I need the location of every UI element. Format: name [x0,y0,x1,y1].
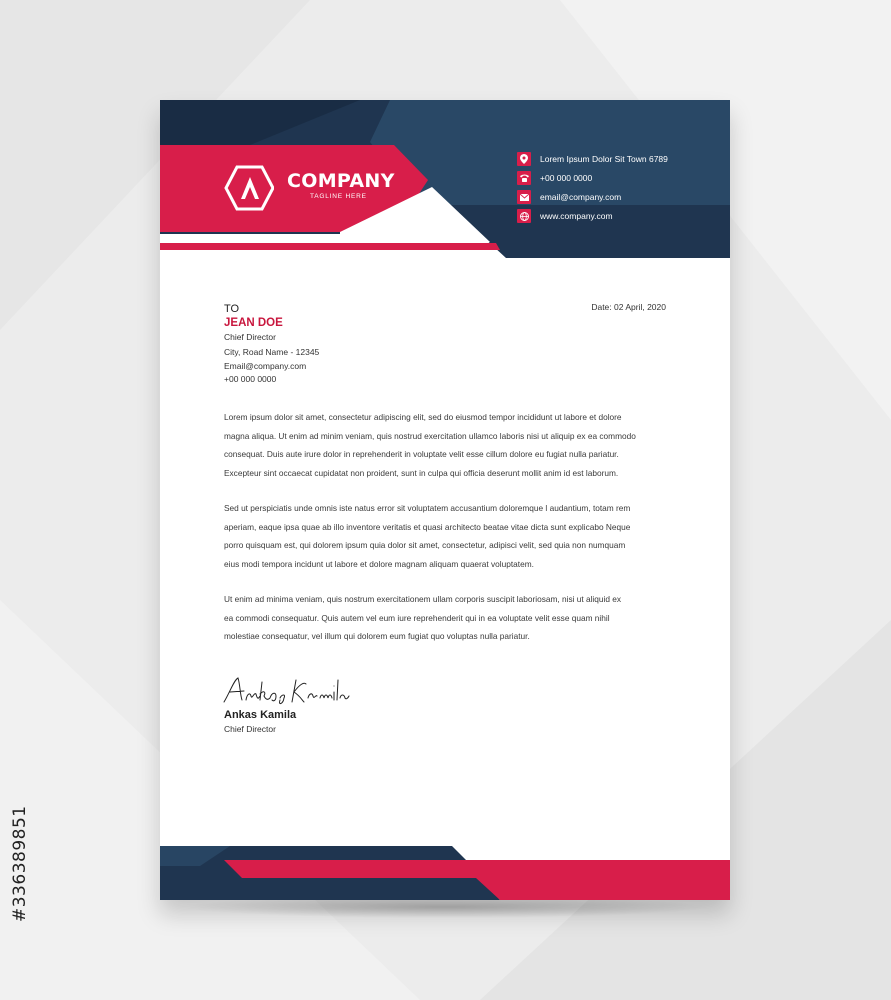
letter-date: Date: 02 April, 2020 [591,302,666,312]
contact-email-text: email@company.com [540,192,622,202]
contact-phone-text: +00 000 0000 [540,173,593,183]
paragraph-line: Lorem ipsum dolor sit amet, consectetur adipiscing elit, sed do eiusmod tempor incididunt ut labore et dolore [224,412,622,422]
contact-address [517,152,668,166]
paragraph-line: Sed ut perspiciatis unde omnis iste natus error sit voluptatem accusantium doloremque l audantium, totam rem [224,503,631,513]
recipient-phone: +00 000 0000 [224,374,277,384]
company-name: COMPANY [287,170,395,192]
paragraph-line: porro quisquam est, qui dolorem ipsum quia dolor sit amet, consectetur, adipisci velit, sed quia non numquam [224,540,626,550]
stock-id-label: #336389851 [10,805,30,923]
paragraph-line: aperiam, eaque ipsa quae ab illo inventore veritatis et quasi architecto beatae vitae dicta sunt explicabo Neque [224,521,631,532]
contact-email [517,190,621,204]
recipient-address: City, Road Name - 12345 [224,347,320,357]
company-tagline: TAGLINE HERE [310,193,367,200]
paragraph-line: consequat. Duis aute irure dolor in reprehenderit in voluptate velit esse cillum dolore eu fugiat nulla pariatur. [224,449,619,459]
globe-icon [517,209,531,223]
paragraph-line: Ut enim ad minima veniam, quis nostrum exercitationem ullam corporis suscipit laboriosam, nisi ut aliquid ex [224,594,622,604]
phone-icon [517,171,531,185]
footer-banner [160,846,730,900]
paragraph-line: Excepteur sint occaecat cupidatat non proident, sunt in culpa qui officia deserunt mollit anim id est laborum. [224,467,619,478]
signer-title: Chief Director [224,724,276,734]
to-label: TO [224,303,240,315]
letterhead-page [160,100,730,900]
body-paragraph-2 [224,499,672,573]
contact-phone [517,171,592,185]
paragraph-line: magna aliqua. Ut enim ad minim veniam, quis nostrud exercitation ullamco laboris nisi ut aliquip ex ea commodo [224,430,636,441]
contact-address-text: Lorem Ipsum Dolor Sit Town 6789 [540,154,668,164]
recipient-title: Chief Director [224,332,276,342]
signer-name: Ankas Kamila [224,709,297,721]
company-logo-icon [224,163,274,213]
paragraph-line: molestiae consequatur, vel illum qui dolorem eum fugiat quo voluptas nulla pariatur. [224,631,530,641]
recipient-email: Email@company.com [224,361,307,371]
body-paragraph-3 [224,590,672,646]
recipient-name: JEAN DOE [224,317,283,329]
paragraph-line: ea commodi consequatur. Quis autem vel eum iure reprehenderit qui in ea voluptate velit esse quam nihil [224,612,610,623]
envelope-icon [517,190,531,204]
contact-website-text: www.company.com [540,211,613,221]
body-paragraph-1 [224,408,672,482]
paragraph-line: eius modi tempora incidunt ut labore et dolore magnam aliquam quaerat voluptatem. [224,558,534,569]
location-pin-icon [517,152,531,166]
handwritten-signature [220,672,350,708]
contact-website [517,209,613,223]
